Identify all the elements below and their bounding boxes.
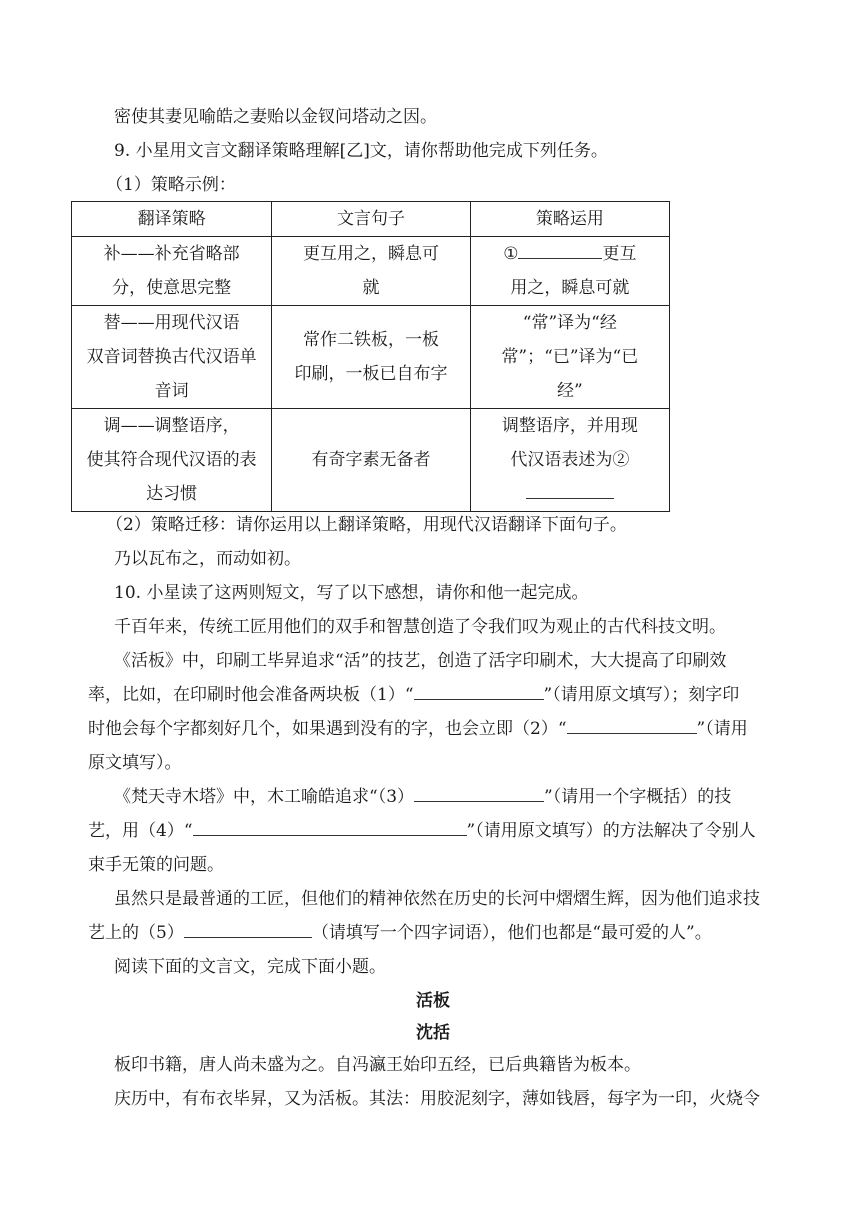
cell-line: 分，使意思完整 — [112, 278, 232, 298]
table-row — [72, 237, 670, 306]
question-9: 9. 小星用文言文翻译策略理解[乙]文，请你帮助他完成下列任务。 — [114, 141, 608, 161]
table-cell — [72, 409, 272, 512]
answer-blank-1[interactable] — [518, 240, 602, 259]
paragraph: 千百年来，传统工匠用他们的双手和智慧创造了令我们叹为观止的古代科技文明。 — [114, 617, 726, 637]
text: 艺上的（5） — [88, 923, 184, 943]
cell-line: 印刷，一板已自布字 — [294, 364, 448, 384]
table-cell — [470, 409, 669, 512]
table-cell — [470, 306, 669, 409]
cell-line: 音词 — [154, 381, 189, 401]
answer-blank-5[interactable] — [414, 783, 544, 802]
paragraph: 虽然只是最普通的工匠，但他们的精神依然在历史的长河中熠熠生辉，因为他们追求技 — [114, 889, 760, 909]
cell-line: 就 — [362, 278, 380, 298]
cell-line — [481, 477, 659, 511]
text: ”（请用一个字概括）的技 — [544, 787, 732, 807]
strategy-table — [71, 201, 670, 512]
cell-line: 用之，瞬息可就 — [510, 278, 630, 298]
answer-blank-2[interactable] — [526, 480, 614, 499]
question-10: 10. 小星读了这两则短文，写了以下感想，请你和他一起完成。 — [114, 583, 589, 603]
cell-text: 更互 — [602, 244, 637, 264]
question-9-part-2: （2）策略迁移：请你运用以上翻译策略，用现代汉语翻译下面句子。 — [106, 515, 627, 535]
text: 率，比如，在印刷时他会准备两块板（1）“ — [88, 685, 414, 705]
table-header-row — [72, 202, 670, 237]
question-9-part-1: （1）策略示例： — [106, 175, 236, 195]
cell-line: 代汉语表述为② — [510, 450, 630, 470]
table-cell — [72, 306, 272, 409]
passage-text: 板印书籍，唐人尚未盛为之。自冯瀛王始印五经，已后典籍皆为板本。 — [114, 1055, 641, 1075]
paragraph-line: 束手无策的问题。 — [88, 855, 224, 875]
paragraph-line — [88, 916, 778, 950]
cell-line: 更互用之，瞬息可 — [302, 244, 439, 264]
sentence-to-translate: 乃以瓦布之，而动如初。 — [114, 549, 301, 569]
table-header: 策略运用 — [470, 202, 669, 237]
table-row — [72, 306, 670, 409]
text: 艺，用（4）“ — [88, 821, 193, 841]
text: ”（请用原文填写）的方法解决了令别人 — [466, 821, 756, 841]
reading-prompt: 阅读下面的文言文，完成下面小题。 — [114, 957, 386, 977]
cell-line: 双音词替换古代汉语单 — [86, 347, 257, 367]
cell-line: 达习惯 — [146, 484, 198, 504]
paragraph-line: 原文填写）。 — [88, 753, 182, 773]
cell-line — [481, 237, 659, 271]
cell-line: 调整语序，并用现 — [501, 416, 638, 436]
answer-blank-6[interactable] — [193, 817, 467, 836]
text: ”（请用 — [696, 719, 748, 739]
passage-text: 庆历中，有布衣毕昇，又为活板。其法：用胶泥刻字，薄如钱唇，每字为一印，火烧令 — [114, 1089, 760, 1109]
table-cell — [272, 409, 470, 512]
paragraph: 《活板》中，印刷工毕昇追求“活”的技艺，创造了活字印刷术，大大提高了印刷效 — [114, 651, 727, 671]
cell-line: 使其符合现代汉语的表 — [86, 450, 257, 470]
passage-title: 活板 — [416, 991, 450, 1011]
table-cell — [470, 237, 669, 306]
cell-line: 常”；“已”译为“已 — [501, 347, 639, 367]
table-cell — [272, 306, 470, 409]
table-row — [72, 409, 670, 512]
line-continuation: 密使其妻见喻皓之妻贻以金钗问塔动之因。 — [114, 107, 437, 127]
text: 时他会每个字都刻好几个，如果遇到没有的字，也会立即（2）“ — [88, 719, 567, 739]
cell-line: 替——用现代汉语 — [103, 313, 240, 333]
paragraph-line — [88, 712, 778, 746]
table-cell — [272, 237, 470, 306]
table-header: 文言句子 — [272, 202, 470, 237]
cell-line: 有奇字素无备者 — [311, 450, 431, 470]
circle-number: ① — [503, 244, 519, 264]
cell-line: 补——补充省略部 — [103, 244, 240, 264]
cell-line: “常”译为“经 — [522, 313, 617, 333]
answer-blank-3[interactable] — [414, 681, 544, 700]
cell-line: 常作二铁板，一板 — [302, 330, 439, 350]
paragraph-line — [114, 780, 774, 814]
answer-blank-4[interactable] — [567, 715, 697, 734]
table-header: 翻译策略 — [72, 202, 272, 237]
cell-line: 经” — [556, 381, 583, 401]
answer-blank-7[interactable] — [184, 919, 312, 938]
passage-author: 沈括 — [416, 1023, 450, 1043]
cell-line: 调——调整语序， — [103, 416, 240, 436]
paragraph-line — [88, 814, 778, 848]
table-cell — [72, 237, 272, 306]
text: 《梵天寺木塔》中，木工喻皓追求“（3） — [114, 787, 415, 807]
paragraph-line — [88, 678, 778, 712]
text: （请填写一个四字词语），他们也都是“最可爱的人”。 — [311, 923, 712, 943]
text: ”（请用原文填写）；刻字印 — [543, 685, 740, 705]
